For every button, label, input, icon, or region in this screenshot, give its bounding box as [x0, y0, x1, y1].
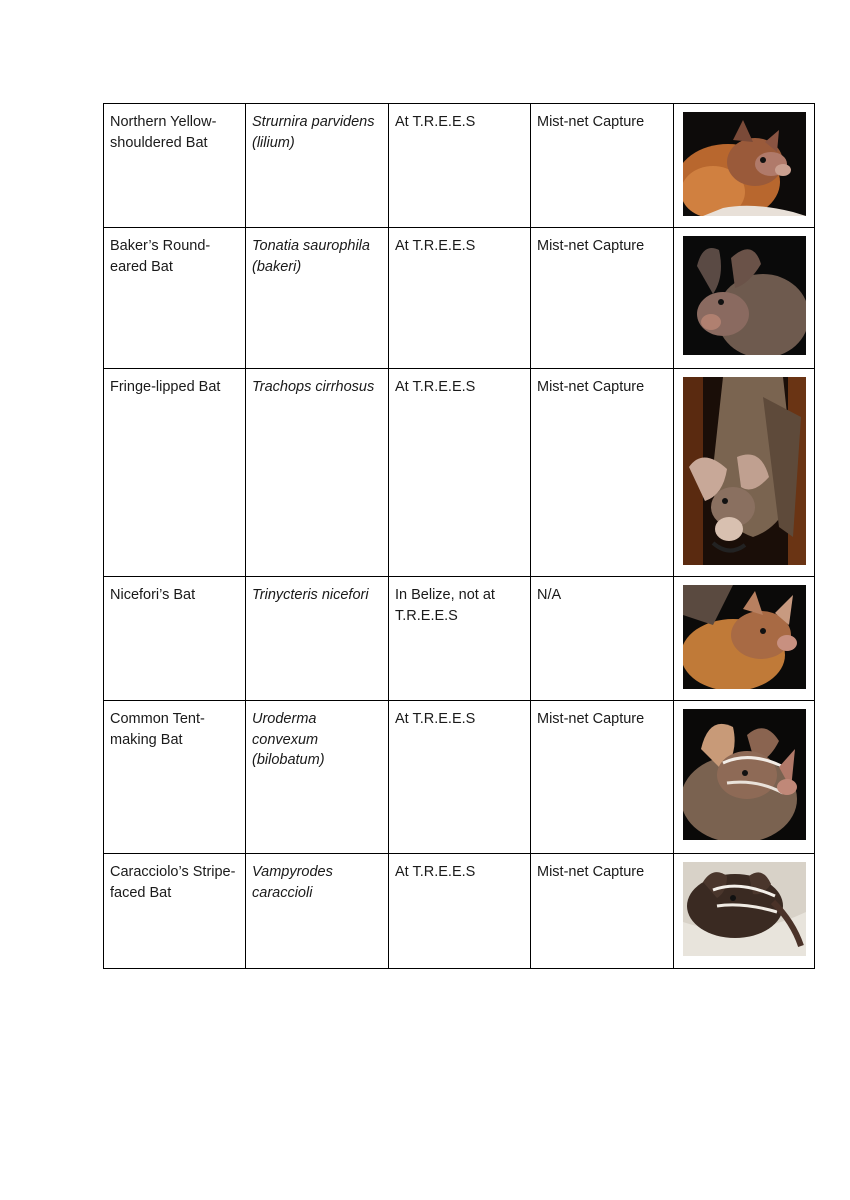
- yellow-shouldered-bat-photo-icon: [683, 112, 806, 216]
- species-cell: Vampyrodes caraccioli: [246, 854, 389, 969]
- location-cell: At T.R.E.E.S: [389, 854, 531, 969]
- table-row: [104, 369, 815, 577]
- stripe-faced-bat-photo-icon: [683, 862, 806, 956]
- table-row: [104, 577, 815, 701]
- photo-cell: [674, 577, 815, 701]
- location-cell: At T.R.E.E.S: [389, 104, 531, 228]
- location-cell: At T.R.E.E.S: [389, 228, 531, 369]
- method-cell: Mist-net Capture: [531, 369, 674, 577]
- method-cell: N/A: [531, 577, 674, 701]
- common-name-cell: Common Tent-making Bat: [104, 701, 246, 854]
- species-cell: Tonatia saurophila (bakeri): [246, 228, 389, 369]
- species-cell: Uroderma convexum (bilobatum): [246, 701, 389, 854]
- photo-cell: [674, 854, 815, 969]
- species-cell: Strurnira parvidens (lilium): [246, 104, 389, 228]
- bat-species-table: [103, 103, 815, 969]
- location-cell: At T.R.E.E.S: [389, 369, 531, 577]
- table-row: [104, 854, 815, 969]
- common-name-cell: Nicefori’s Bat: [104, 577, 246, 701]
- table-row: [104, 228, 815, 369]
- tent-making-bat-photo-icon: [683, 709, 806, 840]
- common-name-cell: Northern Yellow-shouldered Bat: [104, 104, 246, 228]
- method-cell: Mist-net Capture: [531, 701, 674, 854]
- photo-cell: [674, 369, 815, 577]
- nicefori-bat-photo-icon: [683, 585, 806, 689]
- table-row: [104, 104, 815, 228]
- common-name-cell: Fringe-lipped Bat: [104, 369, 246, 577]
- location-cell: In Belize, not at T.R.E.E.S: [389, 577, 531, 701]
- table-row: [104, 701, 815, 854]
- fringe-lipped-bat-photo-icon: [683, 377, 806, 565]
- method-cell: Mist-net Capture: [531, 104, 674, 228]
- round-eared-bat-photo-icon: [683, 236, 806, 355]
- location-cell: At T.R.E.E.S: [389, 701, 531, 854]
- method-cell: Mist-net Capture: [531, 854, 674, 969]
- common-name-cell: Caracciolo’s Stripe-faced Bat: [104, 854, 246, 969]
- species-cell: Trachops cirrhosus: [246, 369, 389, 577]
- photo-cell: [674, 104, 815, 228]
- photo-cell: [674, 701, 815, 854]
- common-name-cell: Baker’s Round-eared Bat: [104, 228, 246, 369]
- method-cell: Mist-net Capture: [531, 228, 674, 369]
- photo-cell: [674, 228, 815, 369]
- species-cell: Trinycteris nicefori: [246, 577, 389, 701]
